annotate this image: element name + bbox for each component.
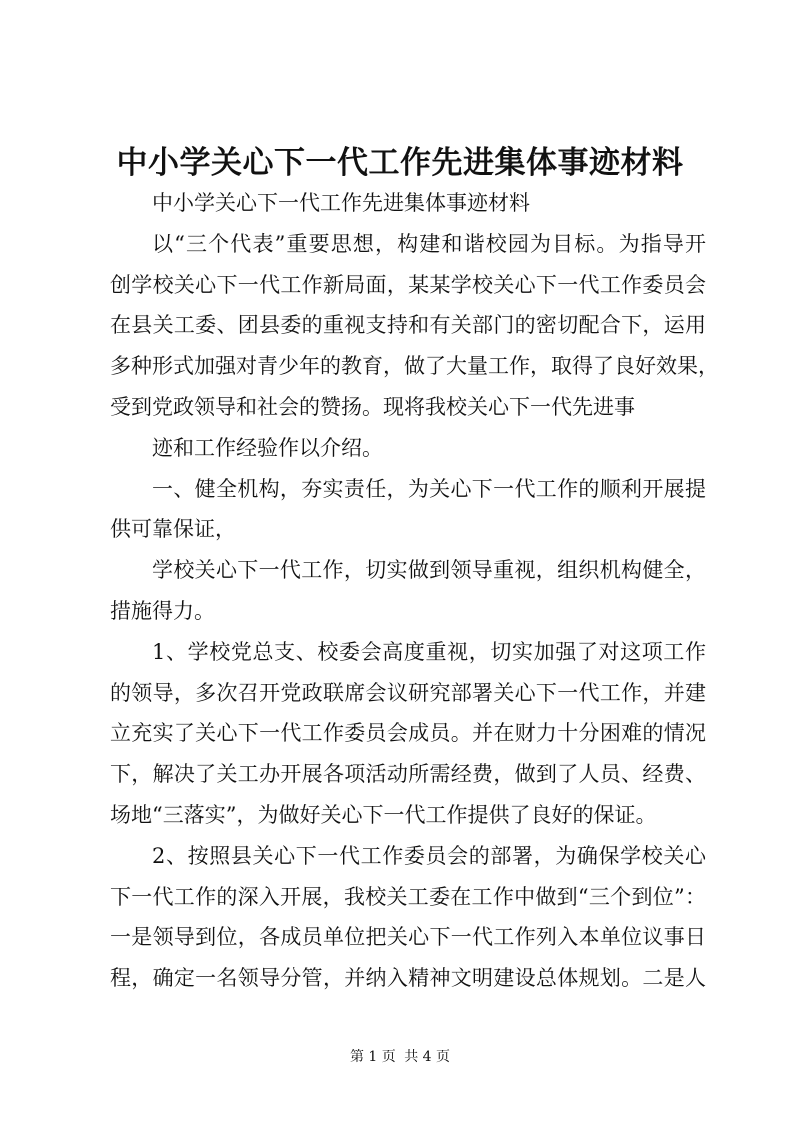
paragraph-line: 创学校关心下一代工作新局面，某某学校关心下一代工作委员会 xyxy=(110,272,706,297)
paragraph-line: 迹和工作经验作以介绍。 xyxy=(152,435,383,460)
page-footer xyxy=(0,1047,800,1067)
document-body xyxy=(110,183,719,999)
paragraph-line: 多种形式加强对青少年的教育，做了大量工作，取得了良好效果， xyxy=(110,354,719,379)
paragraph-line: 立充实了关心下一代工作委员会成员。并在财力十分困难的情况 xyxy=(110,721,706,746)
page-total: 共 4 页 xyxy=(404,1049,451,1065)
paragraph-line: 学校关心下一代工作，切实做到领导重视，组织机构健全， xyxy=(152,558,706,583)
paragraph-line: 2、按照县关心下一代工作委员会的部署，为确保学校关心 xyxy=(152,843,706,868)
paragraph-line: 1、学校党总支、校委会高度重视，切实加强了对这项工作 xyxy=(152,639,706,664)
section-heading-line: 供可靠保证， xyxy=(110,517,236,542)
section-heading-line: 一、健全机构，夯实责任，为关心下一代工作的顺利开展提 xyxy=(152,476,706,501)
paragraph-line: 以“三个代表”重要思想，构建和谐校园为目标。为指导开 xyxy=(152,231,706,256)
paragraph-line: 场地“三落实”，为做好关心下一代工作提供了良好的保证。 xyxy=(110,802,657,827)
paragraph-line: 程，确定一名领导分管，并纳入精神文明建设总体规划。二是人 xyxy=(110,966,706,991)
paragraph-line: 一是领导到位，各成员单位把关心下一代工作列入本单位议事日 xyxy=(110,925,706,950)
paragraph-line: 下，解决了关工办开展各项活动所需经费，做到了人员、经费、 xyxy=(110,762,706,787)
paragraph-line: 受到党政领导和社会的赞扬。现将我校关心下一代先进事 xyxy=(110,394,635,419)
paragraph-line: 措施得力。 xyxy=(110,598,215,623)
document-title: 中小学关心下一代工作先进集体事迹材料 xyxy=(116,145,684,181)
paragraph-line: 的领导，多次召开党政联席会议研究部署关心下一代工作，并建 xyxy=(110,680,706,705)
page-number: 第 1 页 xyxy=(349,1049,396,1065)
subtitle-line: 中小学关心下一代工作先进集体事迹材料 xyxy=(152,191,530,215)
paragraph-line: 在县关工委、团县委的重视支持和有关部门的密切配合下，运用 xyxy=(110,313,706,338)
paragraph-line: 下一代工作的深入开展，我校关工委在工作中做到“三个到位”： xyxy=(110,884,706,909)
